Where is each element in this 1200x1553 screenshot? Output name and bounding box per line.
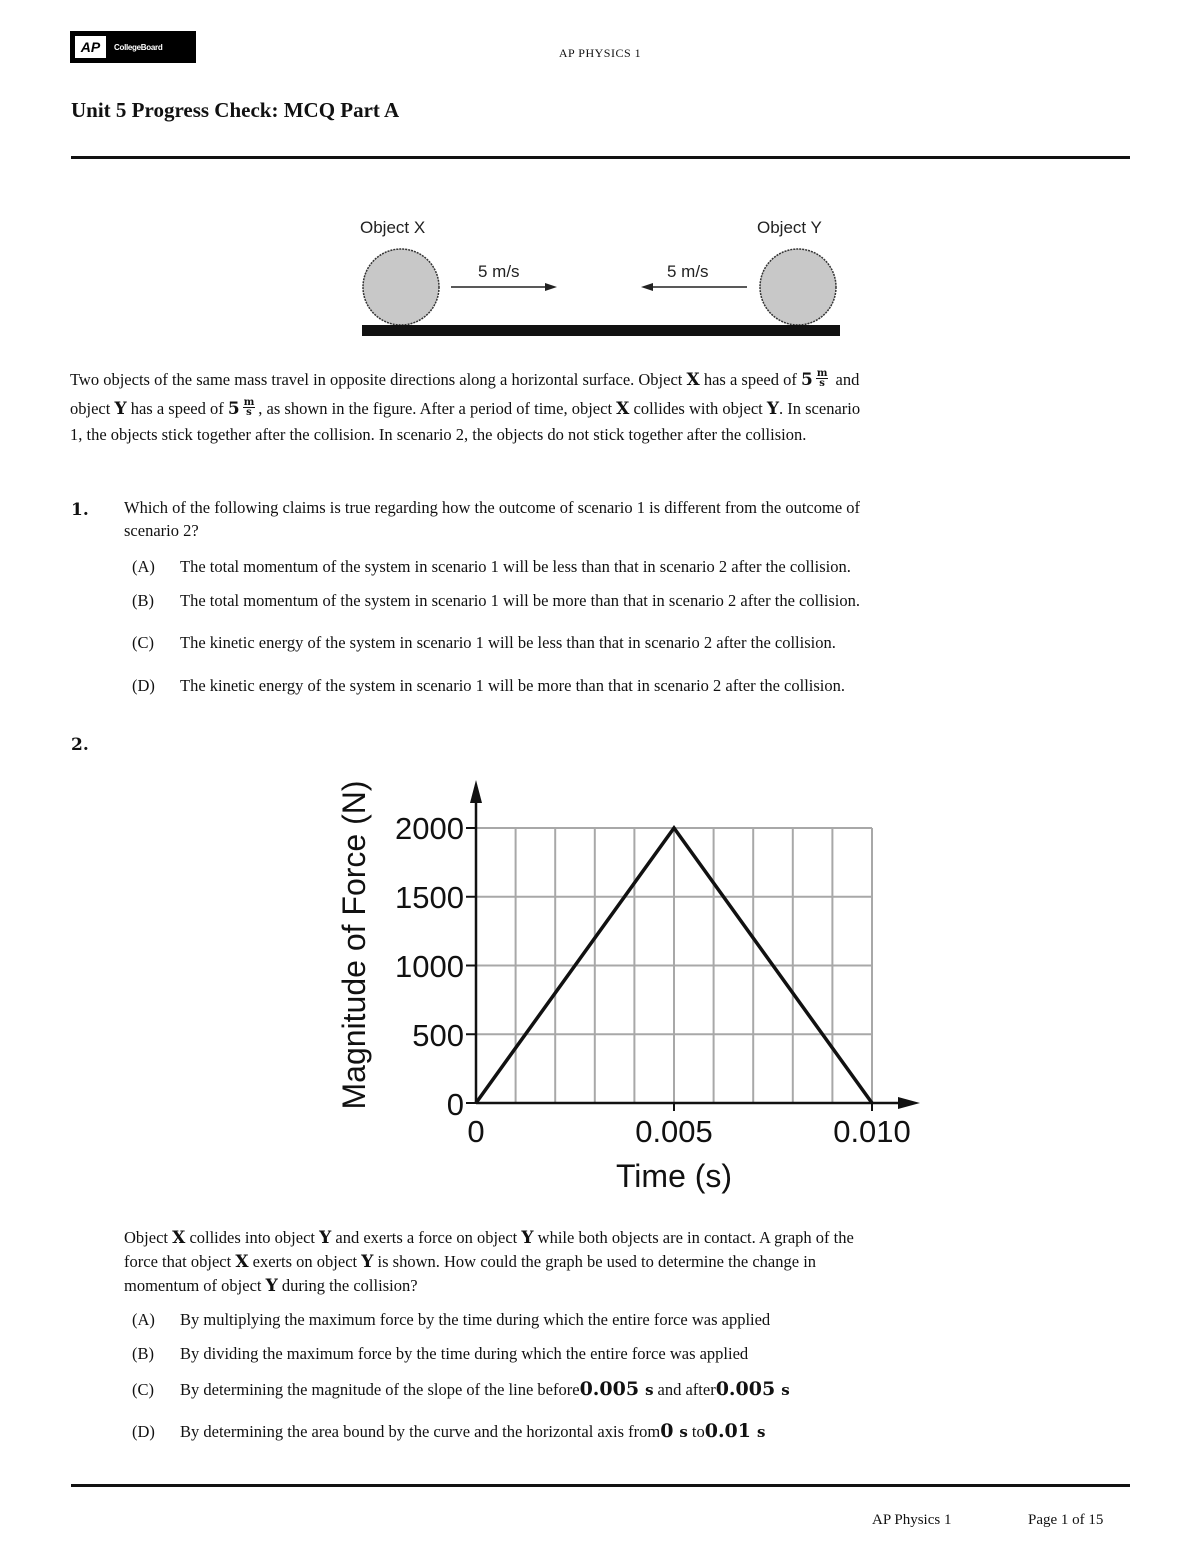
stimulus-line-2: object Y has a speed of 5 $\frac{m}{s}$ , as shown in the figure. After a period of time, object X collides with object Y. In scenario (70, 396, 861, 419)
stimulus-line-1: Two objects of the same mass travel in opposite directions along a horizontal surface. Object X has a speed of 5 $\frac{m}{s}$ and (70, 367, 860, 390)
footer-course: AP Physics 1 (872, 1512, 952, 1528)
force-time-chart (320, 755, 940, 1205)
q2-choice-d[interactable]: (D) By determining the area bound by the curve and the horizontal axis from 0 s to 0.01 s (132, 1420, 766, 1442)
q1-choice-d[interactable]: (D) The kinetic energy of the system in scenario 1 will be more than that in scenario 2 after the collision. (132, 676, 845, 695)
object-y-label: Object Y (757, 218, 822, 237)
x-tick-0: 0 (467, 1114, 485, 1149)
question-1-prompt: Which of the following claims is true regarding how the outcome of scenario 1 is different from the outcome of scenario 2? (124, 498, 861, 540)
ap-logo-mark: AP (75, 36, 106, 58)
footer-page-number: Page 1 of 15 (1028, 1512, 1104, 1528)
stimulus-line-3: 1, the objects stick together after the collision. In scenario 2, the objects do not stick together after the collision. (70, 425, 807, 444)
collegeboard-logo-text: CollegeBoard (114, 42, 163, 52)
y-tick-1500: 1500 (395, 880, 464, 915)
y-tick-2000: 2000 (395, 811, 464, 846)
object-x-label: Object X (360, 218, 426, 237)
question-2-number: 2. (71, 735, 89, 755)
q2-choice-c[interactable]: (C) By determining the magnitude of the slope of the line before 0.005 s and after 0.005 s (132, 1378, 790, 1400)
x-tick-0010: 0.010 (833, 1114, 911, 1149)
chart-axes (476, 795, 910, 1103)
footer-divider (71, 1484, 1130, 1487)
x-axis-label: Time (s) (615, 1158, 733, 1194)
question-2-prompt: Object X collides into object Y and exerts a force on object Y while both objects are in contact. A graph of the force that object X exerts on object Y is shown. How could the graph be used to determine the change in momentum of object Y during the collision? (124, 1228, 854, 1296)
stimulus-text (70, 366, 1130, 448)
y-axis-label: Magnitude of Force (N) (336, 780, 372, 1110)
unit-fraction: $\frac{m}{s}$ (243, 396, 255, 418)
question-1-number: 1. (71, 500, 89, 520)
page-title: Unit 5 Progress Check: MCQ Part A (71, 98, 400, 122)
horizontal-surface (362, 325, 840, 336)
arrow-left-icon (641, 283, 747, 291)
q2-choice-b[interactable]: (B) By dividing the maximum force by the time during which the entire force was applied (132, 1344, 749, 1363)
y-tick-500: 500 (412, 1018, 464, 1053)
y-axis-arrow-icon (470, 780, 482, 803)
object-x-ball (363, 249, 439, 325)
arrow-right-icon (451, 283, 557, 291)
q1-choice-c[interactable]: (C) The kinetic energy of the system in scenario 1 will be less than that in scenario 2 after the collision. (132, 633, 836, 652)
q1-choice-a[interactable]: (A) The total momentum of the system in scenario 1 will be less than that in scenario 2 after the collision. (132, 557, 851, 576)
object-y-velocity: 5 m/s (667, 262, 709, 281)
unit-fraction: $\frac{m}{s}$ (816, 367, 828, 389)
chart-grid (476, 828, 872, 1103)
header-divider (71, 156, 1130, 159)
collision-figure (355, 210, 845, 340)
q2-choice-a[interactable]: (A) By multiplying the maximum force by the time during which the entire force was applied (132, 1310, 771, 1329)
object-x-velocity: 5 m/s (478, 262, 520, 281)
course-header: AP PHYSICS 1 (558, 46, 642, 60)
y-tick-1000: 1000 (395, 949, 464, 984)
x-tick-0005: 0.005 (635, 1114, 713, 1149)
object-y-ball (760, 249, 836, 325)
x-axis-arrow-icon (898, 1097, 920, 1109)
y-tick-0: 0 (446, 1087, 464, 1122)
q1-choice-b[interactable]: (B) The total momentum of the system in scenario 1 will be more than that in scenario 2 after the collision. (132, 591, 860, 610)
